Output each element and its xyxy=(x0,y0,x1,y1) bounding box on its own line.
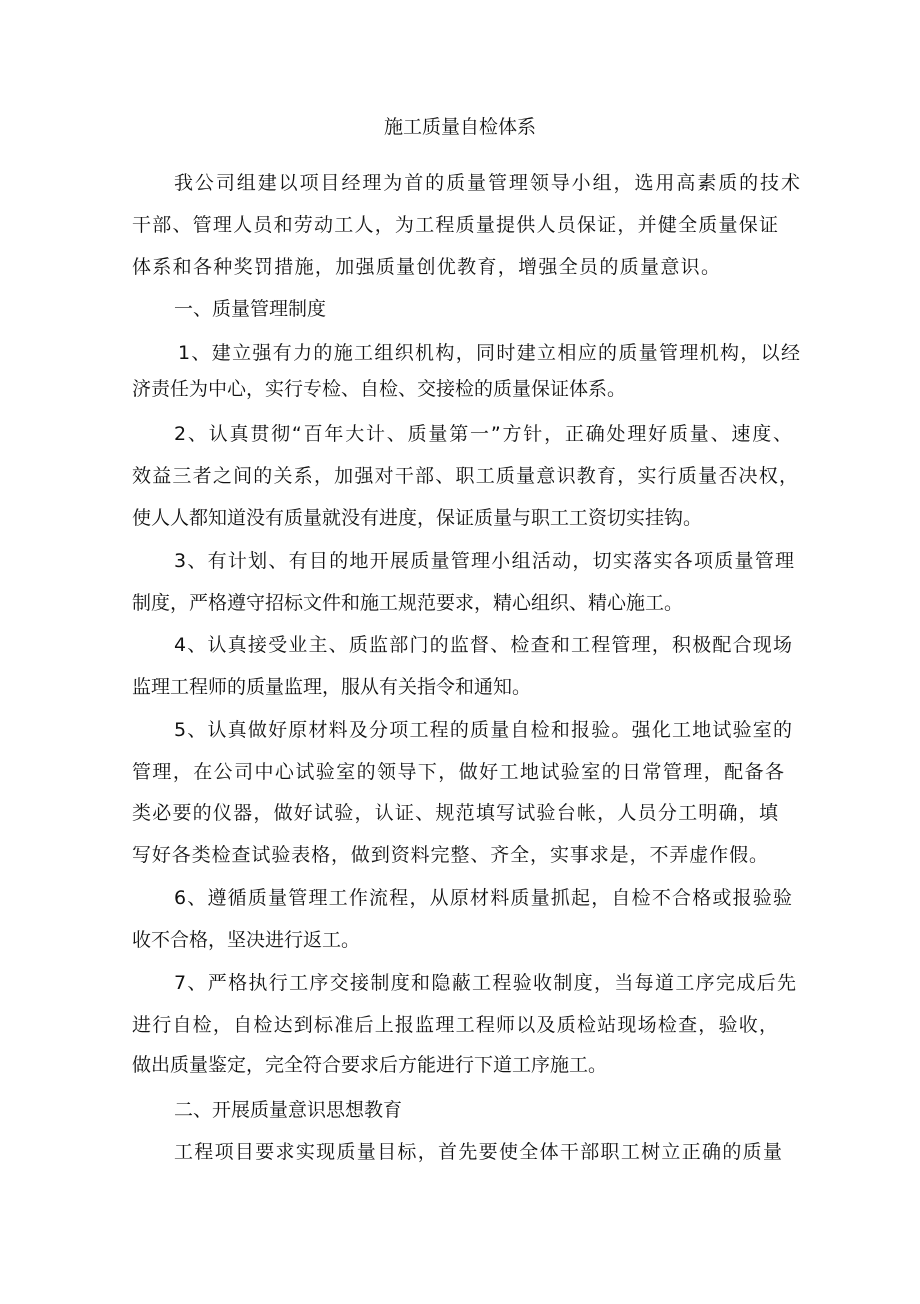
paragraph-line: 进行自检，自检达到标准后上报监理工程师以及质检站现场检查，验收， xyxy=(132,1014,780,1036)
paragraph-line: 工程项目要求实现质量目标，首先要使全体干部职工树立正确的质量 xyxy=(174,1141,784,1163)
paragraph-line: 制度，严格遵守招标文件和施工规范要求，精心组织、精心施工。 xyxy=(132,592,684,614)
paragraph-line: 3、有计划、有目的地开展质量管理小组活动，切实落实各项质量管理 xyxy=(174,550,796,572)
paragraph-line: 4、认真接受业主、质监部门的监督、检查和工程管理，积极配合现场 xyxy=(174,634,794,656)
document-title: 施工质量自检体系 xyxy=(383,116,536,138)
paragraph-line: 干部、管理人员和劳动工人，为工程质量提供人员保证，并健全质量保证 xyxy=(132,214,780,236)
paragraph-line: 写好各类检查试验表格，做到资料完整、齐全，实事求是，不弄虚作假。 xyxy=(132,844,769,866)
section-heading: 二、开展质量意识思想教育 xyxy=(174,1099,403,1121)
paragraph-line: 6、遵循质量管理工作流程，从原材料质量抓起，自检不合格或报验验 xyxy=(174,887,794,909)
paragraph-line: 管理，在公司中心试验室的领导下，做好工地试验室的日常管理，配备各 xyxy=(132,761,786,783)
paragraph-line: 体系和各种奖罚措施，加强质量创优教育，增强全员的质量意识。 xyxy=(132,256,722,278)
paragraph-line: 济责任为中心，实行专检、自检、交接检的质量保证体系。 xyxy=(132,378,627,400)
paragraph-line: 使人人都知道没有质量就没有进度，保证质量与职工工资切实挂钩。 xyxy=(132,507,703,529)
paragraph-line: 2、认真贯彻“百年大计、质量第一”方针，正确处理好质量、速度、 xyxy=(174,423,794,445)
paragraph-line: 我公司组建以项目经理为首的质量管理领导小组，选用高素质的技术 xyxy=(174,172,802,194)
paragraph-line: 效益三者之间的关系，加强对干部、职工质量意识教育，实行质量否决权， xyxy=(132,465,800,487)
paragraph-line: 5、认真做好原材料及分项工程的质量自检和报验。强化工地试验室的 xyxy=(174,719,794,741)
section-heading: 一、质量管理制度 xyxy=(174,298,327,320)
paragraph-line: 做出质量鉴定，完全符合要求后方能进行下道工序施工。 xyxy=(132,1054,608,1076)
paragraph-line: 收不合格，坚决进行返工。 xyxy=(132,929,361,951)
paragraph-line: 1、建立强有力的施工组织机构，同时建立相应的质量管理机构，以经 xyxy=(178,342,802,364)
paragraph-line: 7、严格执行工序交接制度和隐蔽工程验收制度，当每道工序完成后先 xyxy=(174,972,798,994)
paragraph-line: 类必要的仪器，做好试验，认证、规范填写试验台帐，人员分工明确，填 xyxy=(132,802,780,824)
paragraph-line: 监理工程师的质量监理，服从有关指令和通知。 xyxy=(132,676,532,698)
